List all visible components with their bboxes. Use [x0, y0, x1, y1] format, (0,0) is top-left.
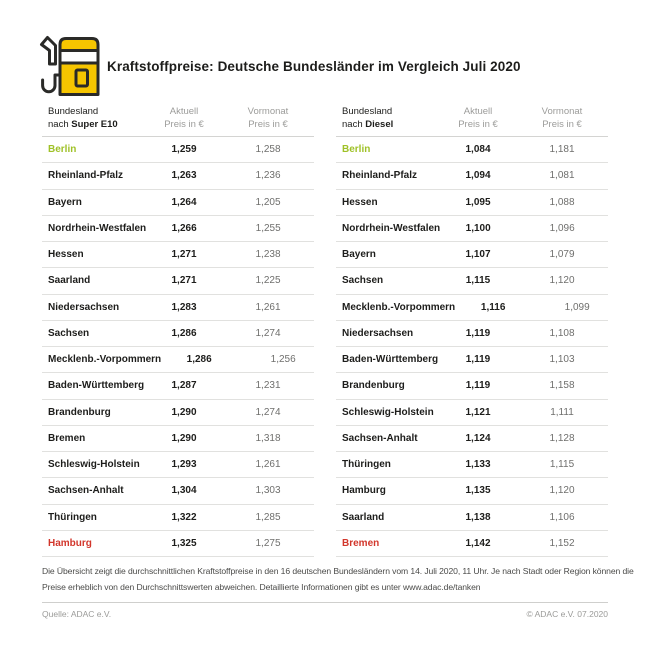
- table-row: [336, 452, 608, 478]
- current-price: 1,259: [171, 144, 197, 156]
- table-row: [42, 242, 314, 268]
- state-name: Sachsen: [48, 327, 90, 339]
- current-price: 1,138: [465, 511, 491, 523]
- table-row: [336, 163, 608, 189]
- current-price: 1,286: [186, 354, 212, 366]
- current-price: 1,100: [465, 222, 491, 234]
- state-name: Mecklenb.-Vorpommern: [48, 354, 162, 366]
- table-row: [336, 242, 608, 268]
- table-body-super-e10: [42, 137, 314, 557]
- current-price: 1,135: [465, 485, 491, 497]
- current-price: 1,287: [171, 380, 197, 392]
- fuel-pump-icon: [36, 33, 102, 99]
- table-row: [42, 190, 314, 216]
- current-price: 1,290: [171, 406, 197, 418]
- table-row: [42, 216, 314, 242]
- current-price: 1,119: [465, 354, 491, 366]
- state-name: Hamburg: [342, 485, 386, 497]
- column-header-current: Aktuell Preis in €: [164, 106, 204, 130]
- source-credit: Quelle: ADAC e.V.: [42, 609, 112, 619]
- table-row: [42, 347, 314, 373]
- previous-price: 1,081: [549, 170, 575, 182]
- table-row: [42, 426, 314, 452]
- table-row: [336, 426, 608, 452]
- state-name: Niedersachsen: [342, 327, 414, 339]
- current-price: 1,290: [171, 432, 197, 444]
- current-price: 1,121: [465, 406, 491, 418]
- previous-price: 1,303: [255, 485, 281, 497]
- previous-price: 1,231: [255, 380, 281, 392]
- fuel-name: Diesel: [365, 118, 394, 130]
- previous-price: 1,274: [255, 406, 281, 418]
- previous-price: 1,261: [255, 301, 281, 313]
- state-name: Thüringen: [48, 511, 97, 523]
- table-row: [336, 373, 608, 399]
- current-price: 1,286: [171, 327, 197, 339]
- state-name: Brandenburg: [48, 406, 111, 418]
- previous-price: 1,274: [255, 327, 281, 339]
- current-price: 1,115: [465, 275, 491, 287]
- fuel-prefix: nach: [48, 118, 69, 130]
- state-name: Baden-Württemberg: [48, 380, 145, 392]
- state-name: Schleswig-Holstein: [342, 406, 434, 418]
- previous-price: 1,152: [549, 537, 575, 549]
- previous-price: 1,096: [549, 222, 575, 234]
- previous-price: 1,205: [255, 196, 281, 208]
- previous-price: 1,275: [255, 537, 281, 549]
- current-price: 1,264: [171, 196, 197, 208]
- column-header-bundesland: [336, 106, 440, 131]
- previous-price: 1,255: [255, 222, 281, 234]
- state-name: Saarland: [342, 511, 385, 523]
- previous-price: 1,225: [255, 275, 281, 287]
- current-price: 1,271: [171, 275, 197, 287]
- previous-price: 1,103: [549, 354, 575, 366]
- previous-price: 1,258: [255, 144, 281, 156]
- table-row: [42, 295, 314, 321]
- previous-price: 1,115: [549, 459, 575, 471]
- footer: [42, 609, 608, 619]
- table-row: [42, 163, 314, 189]
- state-name: Berlin: [48, 144, 77, 156]
- current-price: 1,325: [171, 537, 197, 549]
- table-row: [336, 505, 608, 531]
- state-name: Thüringen: [342, 459, 391, 471]
- state-name: Bremen: [48, 432, 86, 444]
- copyright-notice: © ADAC e.V. 07.2020: [526, 609, 608, 619]
- table-row: [42, 321, 314, 347]
- previous-price: 1,108: [549, 327, 575, 339]
- previous-price: 1,256: [270, 354, 296, 366]
- table-row: [42, 478, 314, 504]
- current-price: 1,094: [465, 170, 491, 182]
- table-row: [336, 321, 608, 347]
- table-row: [42, 452, 314, 478]
- state-name: Hamburg: [48, 537, 92, 549]
- table-body-diesel: [336, 137, 608, 557]
- current-price: 1,119: [465, 327, 491, 339]
- state-name: Bremen: [342, 537, 380, 549]
- footnote: [42, 564, 634, 595]
- current-price: 1,322: [171, 511, 197, 523]
- state-name: Mecklenb.-Vorpommern: [342, 301, 456, 313]
- state-name: Nordrhein-Westfalen: [48, 222, 147, 234]
- previous-price: 1,120: [549, 485, 575, 497]
- current-price: 1,107: [465, 249, 491, 261]
- previous-price: 1,318: [255, 432, 281, 444]
- state-name: Hessen: [342, 196, 378, 208]
- current-price: 1,142: [465, 537, 491, 549]
- state-name: Rheinland-Pfalz: [342, 170, 418, 182]
- state-name: Sachsen: [342, 275, 384, 287]
- previous-price: 1,079: [549, 249, 575, 261]
- current-price: 1,271: [171, 249, 197, 261]
- table-header: [42, 106, 314, 137]
- previous-price: 1,261: [255, 459, 281, 471]
- previous-price: 1,128: [549, 432, 575, 444]
- table-diesel: [336, 106, 608, 557]
- table-row: [336, 268, 608, 294]
- table-row: [336, 400, 608, 426]
- current-price: 1,263: [171, 170, 197, 182]
- footnote-line-2: Preise erheblich von den Durchschnittswerten abweichen. Detaillierte Informationen gibt es unter www.adac.de/tanken: [42, 581, 481, 592]
- table-row: [336, 531, 608, 557]
- table-row: [336, 190, 608, 216]
- current-price: 1,133: [465, 459, 491, 471]
- column-header-bundesland: [42, 106, 146, 131]
- state-name: Brandenburg: [342, 380, 405, 392]
- table-header: [336, 106, 608, 137]
- column-header-previous: Vormonat Preis in €: [541, 106, 583, 130]
- previous-price: 1,181: [549, 144, 575, 156]
- table-row: [42, 373, 314, 399]
- fuel-prefix: nach: [342, 118, 363, 130]
- table-row: [42, 400, 314, 426]
- price-tables: [42, 106, 608, 557]
- table-row: [336, 478, 608, 504]
- table-row: [42, 268, 314, 294]
- column-header-current: Aktuell Preis in €: [458, 106, 498, 130]
- state-name: Schleswig-Holstein: [48, 459, 140, 471]
- state-name: Berlin: [342, 144, 371, 156]
- state-name: Bayern: [48, 196, 82, 208]
- previous-price: 1,285: [255, 511, 281, 523]
- column-header-group-label: Bundesland: [342, 106, 393, 117]
- table-row: [336, 295, 608, 321]
- table-super-e10: [42, 106, 314, 557]
- state-name: Rheinland-Pfalz: [48, 170, 124, 182]
- current-price: 1,283: [171, 301, 197, 313]
- current-price: 1,304: [171, 485, 197, 497]
- state-name: Sachsen-Anhalt: [342, 432, 418, 444]
- fuel-name: Super E10: [71, 118, 118, 130]
- previous-price: 1,238: [255, 249, 281, 261]
- footer-divider: [42, 602, 608, 603]
- previous-price: 1,158: [549, 380, 575, 392]
- current-price: 1,084: [465, 144, 491, 156]
- previous-price: 1,099: [564, 301, 590, 313]
- state-name: Bayern: [342, 249, 376, 261]
- state-name: Nordrhein-Westfalen: [342, 222, 441, 234]
- table-row: [42, 137, 314, 163]
- previous-price: 1,088: [549, 196, 575, 208]
- previous-price: 1,236: [255, 170, 281, 182]
- footnote-line-1: Die Übersicht zeigt die durchschnittlichen Kraftstoffpreise in den 16 deutschen Bundesländern vom 14. Juli 2020, 11 Uhr. Je nach Stadt oder Region können die: [42, 566, 634, 576]
- table-row: [42, 505, 314, 531]
- table-row: [336, 137, 608, 163]
- table-row: [336, 347, 608, 373]
- column-header-group-label: Bundesland: [48, 106, 99, 117]
- current-price: 1,124: [465, 432, 491, 444]
- table-row: [42, 531, 314, 557]
- current-price: 1,293: [171, 459, 197, 471]
- current-price: 1,119: [465, 380, 491, 392]
- state-name: Hessen: [48, 249, 84, 261]
- state-name: Sachsen-Anhalt: [48, 485, 124, 497]
- state-name: Baden-Württemberg: [342, 354, 439, 366]
- previous-price: 1,111: [550, 406, 574, 418]
- state-name: Saarland: [48, 275, 91, 287]
- current-price: 1,266: [171, 222, 197, 234]
- previous-price: 1,106: [549, 511, 575, 523]
- current-price: 1,116: [480, 301, 506, 313]
- state-name: Niedersachsen: [48, 301, 120, 313]
- table-row: [336, 216, 608, 242]
- page-title: Kraftstoffpreise: Deutsche Bundesländer im Vergleich Juli 2020: [107, 58, 521, 74]
- column-header-previous: Vormonat Preis in €: [247, 106, 289, 130]
- previous-price: 1,120: [549, 275, 575, 287]
- infographic-header: [36, 33, 521, 99]
- current-price: 1,095: [465, 196, 491, 208]
